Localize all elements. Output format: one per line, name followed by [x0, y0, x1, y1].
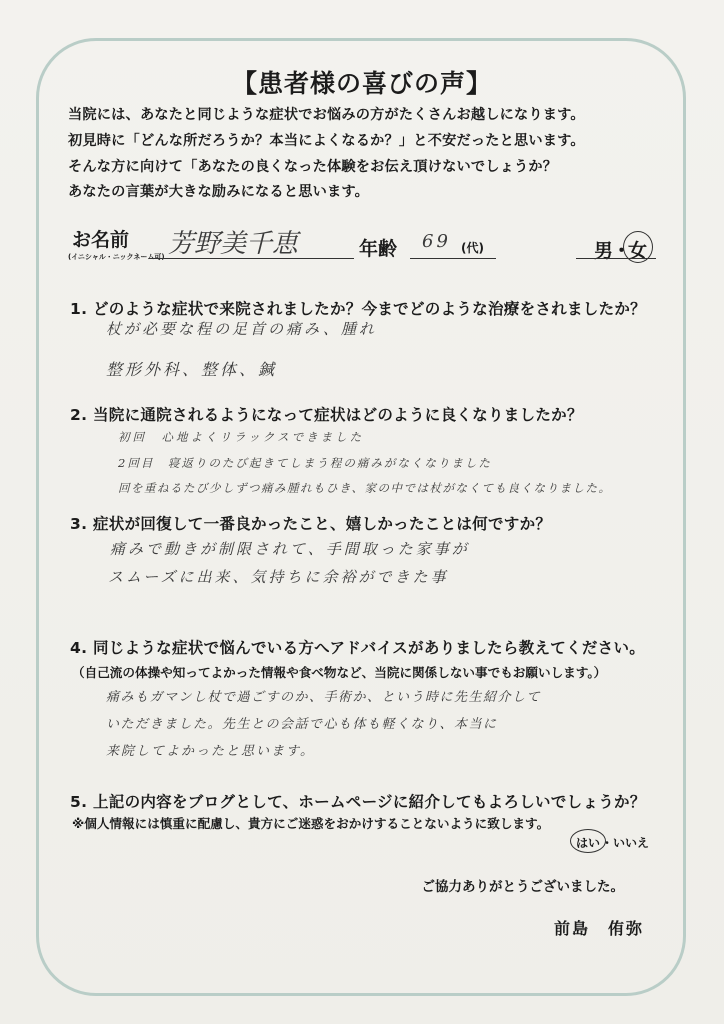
gender-female: 女: [628, 240, 648, 262]
name-label: お名前: [72, 229, 130, 251]
question-3: 3. 症状が回復して一番良かったこと、嬉しかったことは何ですか？: [70, 515, 552, 533]
intro-line-1: 当院には、あなたと同じような症状でお悩みの方がたくさんお越しになります。: [68, 107, 585, 123]
age-label: 年齢: [359, 238, 398, 260]
question-1: 1. どのような症状で来院されましたか？今までどのような治療をされましたか？: [70, 300, 646, 318]
gender-male: 男: [594, 240, 614, 262]
answer-2-line-3: 回を重ねるたび少しずつ痛み腫れもひき、家の中では杖がなくても良くなりました。: [118, 481, 612, 495]
answer-1-line-1: 杖が必要な程の足首の痛み、腫れ: [106, 320, 377, 338]
question-5: 5. 上記の内容をブログとして、ホームページに紹介してもよろしいでしょうか？: [70, 793, 646, 811]
answer-1-line-2: 整形外科、整体、鍼: [106, 360, 278, 379]
question-2: 2. 当院に通院されるようになって症状はどのように良くなりましたか？: [70, 406, 583, 424]
intro-line-4: あなたの言葉が大きな励みになると思います。: [68, 184, 370, 200]
consent-selected-circle: [570, 829, 606, 853]
consent-separator: ・: [601, 836, 614, 850]
age-value: 69: [422, 231, 451, 252]
age-underline: [410, 258, 496, 259]
question-4-note: （自己流の体操や知ってよかった情報や食べ物など、当院に関係しない事でもお願いします。）: [72, 665, 607, 680]
age-unit: (代): [461, 241, 484, 255]
closing-message: ご協力ありがとうございました。: [421, 879, 624, 895]
answer-4-line-3: 来院してよかったと思います。: [106, 744, 315, 759]
answer-3-line-2: スムーズに出来、気持ちに余裕ができた事: [108, 568, 449, 586]
consent-yes: はい: [576, 836, 601, 850]
answer-4-line-1: 痛みもガマンし杖で過ごすのか、手術か、という時に先生紹介して: [106, 690, 542, 705]
question-5-note: ※個人情報には慎重に配慮し、貴方にご迷惑をおかけすることないように致します。: [72, 816, 550, 831]
question-4: 4. 同じような症状で悩んでいる方へアドバイスがありましたら教えてください。: [70, 639, 646, 657]
answer-2-line-1: 初回 心地よくリラックスできました: [118, 430, 365, 444]
answer-4-line-2: いただきました。先生との会話で心も体も軽くなり、本当に: [106, 717, 498, 732]
page-title: 【患者様の喜びの声】: [231, 69, 492, 98]
signature: 前島 侑弥: [553, 919, 644, 938]
answer-2-line-2: 2回目 寝返りのたび起きてしまう程の痛みがなくなりました: [118, 456, 492, 470]
answer-3-line-1: 痛みで動きが制限されて、手間取った家事が: [110, 540, 470, 558]
name-underline: [150, 258, 354, 259]
gender-separator: ・: [612, 240, 632, 262]
gender-underline: [576, 258, 656, 259]
name-value: 芳野美千恵: [168, 229, 299, 259]
intro-line-3: そんな方に向けて「あなたの良くなった体験をお伝え頂けないでしょうか？: [68, 159, 558, 175]
name-note: (イニシャル・ニックネーム可): [68, 253, 165, 261]
intro-line-2: 初見時に「どんな所だろうか？本当によくなるか？」と不安だったと思います。: [68, 133, 585, 149]
consent-no: いいえ: [613, 836, 650, 850]
